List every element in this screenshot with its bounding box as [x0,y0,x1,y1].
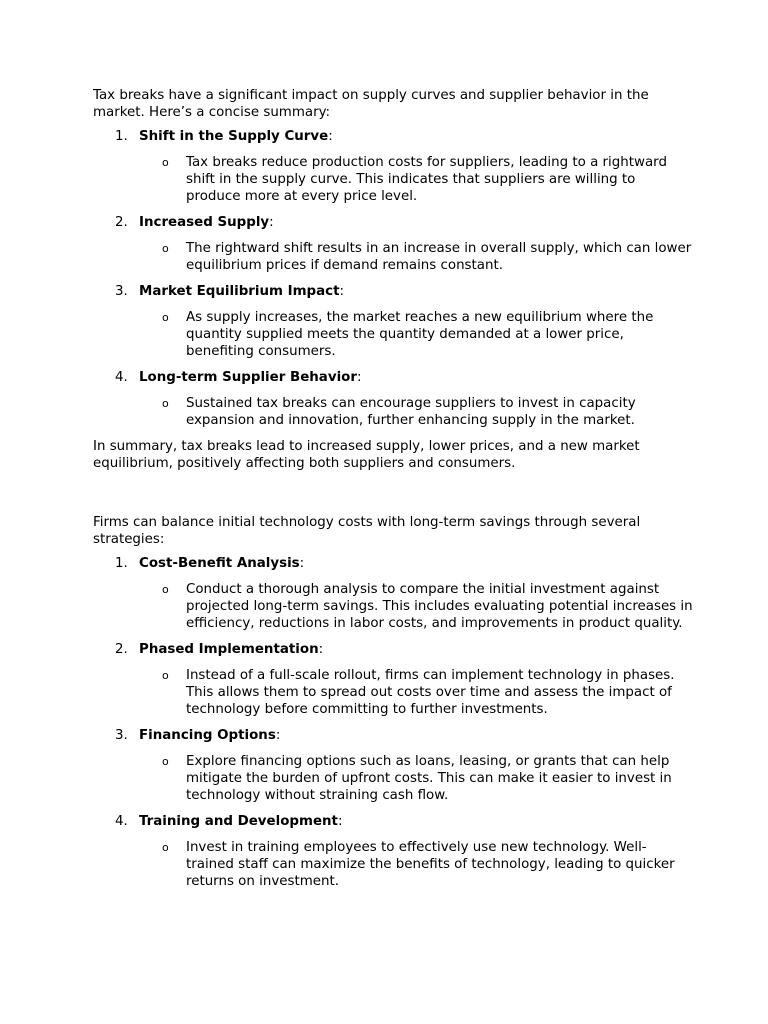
list-item [93,555,693,632]
list-item [93,214,693,274]
bullet-list [93,581,693,632]
numbered-list [93,555,693,890]
item-title: Phased Implementation [139,642,319,657]
bullet-text: Instead of a full-scale rollout, firms can implement technology in phases. This allows them to spread out costs over time and assess the impact of technology before committing to further investments. [186,668,675,717]
item-title: Market Equilibrium Impact [139,284,340,299]
bullet-list [93,667,693,718]
item-title-colon: : [269,215,274,230]
item-heading [93,128,693,145]
item-heading [93,214,693,231]
bullet-text: The rightward shift results in an increase in overall supply, which can lower equilibrium prices if demand remains constant. [186,241,692,273]
hollow-bullet-icon: o [162,755,169,768]
bullet-item [93,839,693,890]
bullet-item [93,154,693,205]
item-heading [93,555,693,572]
intro-paragraph: Firms can balance initial technology costs with long-term savings through several strategies: [93,515,641,547]
bullet-text: Explore financing options such as loans, leasing, or grants that can help mitigate the burden of upfront costs. This can make it easier to invest in technology without straining cash flow. [186,754,672,803]
bullet-item [93,395,693,429]
numbered-list [93,128,693,429]
hollow-bullet-icon: o [162,397,169,410]
bullet-item [93,667,693,718]
list-item [93,813,693,890]
bullet-item [93,753,693,804]
bullet-text: As supply increases, the market reaches a new equilibrium where the quantity supplied meets the quantity demanded at a lower price, benefiting consumers. [186,310,654,359]
conclusion-paragraph: In summary, tax breaks lead to increased supply, lower prices, and a new market equilibrium, positively affecting both suppliers and consumers. [93,439,640,471]
tax-breaks-section [93,87,693,479]
item-number: 1. [115,129,128,144]
bullet-text: Sustained tax breaks can encourage suppliers to invest in capacity expansion and innovation, further enhancing supply in the market. [186,396,636,428]
item-title-colon: : [339,284,345,299]
bullet-list [93,395,693,429]
item-heading [93,283,693,300]
item-number: 2. [115,642,128,657]
item-title-colon: : [328,129,333,144]
item-number: 4. [115,814,128,829]
item-heading [93,369,693,386]
item-title: Shift in the Supply Curve [139,129,329,144]
item-title-colon: : [337,814,343,829]
bullet-list [93,753,693,804]
item-title: Training and Development [139,814,338,829]
list-item [93,369,693,429]
bullet-text: Tax breaks reduce production costs for suppliers, leading to a rightward shift in the supply curve. This indicates that suppliers are willing to produce more at every price level. [186,155,667,204]
item-title-colon: : [299,556,305,571]
item-heading [93,727,693,744]
bullet-list [93,309,693,360]
hollow-bullet-icon: o [162,841,169,854]
hollow-bullet-icon: o [162,669,169,682]
bullet-list [93,240,693,274]
bullet-list [93,839,693,890]
item-heading [93,641,693,658]
item-number: 2. [115,215,128,230]
item-title: Long-term Supplier Behavior [139,370,357,385]
item-title-colon: : [318,642,324,657]
item-number: 3. [115,728,128,743]
item-title: Financing Options [139,728,276,743]
bullet-text: Invest in training employees to effectively use new technology. Well-trained staff can maximize the benefits of technology, leading to quicker returns on investment. [186,840,675,889]
technology-costs-section [93,514,693,899]
hollow-bullet-icon: o [162,156,169,169]
list-item [93,128,693,205]
item-number: 1. [115,556,128,571]
list-item [93,283,693,360]
bullet-list [93,154,693,205]
item-title: Cost-Benefit Analysis [139,556,300,571]
hollow-bullet-icon: o [162,311,169,324]
bullet-item [93,309,693,360]
hollow-bullet-icon: o [162,583,169,596]
hollow-bullet-icon: o [162,242,169,255]
item-number: 3. [115,284,128,299]
list-item [93,641,693,718]
item-title-colon: : [275,728,281,743]
item-title-colon: : [356,370,362,385]
item-number: 4. [115,370,128,385]
bullet-item [93,240,693,274]
bullet-item [93,581,693,632]
list-item [93,727,693,804]
intro-paragraph: Tax breaks have a significant impact on supply curves and supplier behavior in the market. Here’s a concise summary: [93,88,649,120]
item-heading [93,813,693,830]
item-title: Increased Supply [139,215,270,230]
bullet-text: Conduct a thorough analysis to compare the initial investment against projected long-term savings. This includes evaluating potential increases in efficiency, reductions in labor costs, and improvements in product quality. [186,582,693,631]
